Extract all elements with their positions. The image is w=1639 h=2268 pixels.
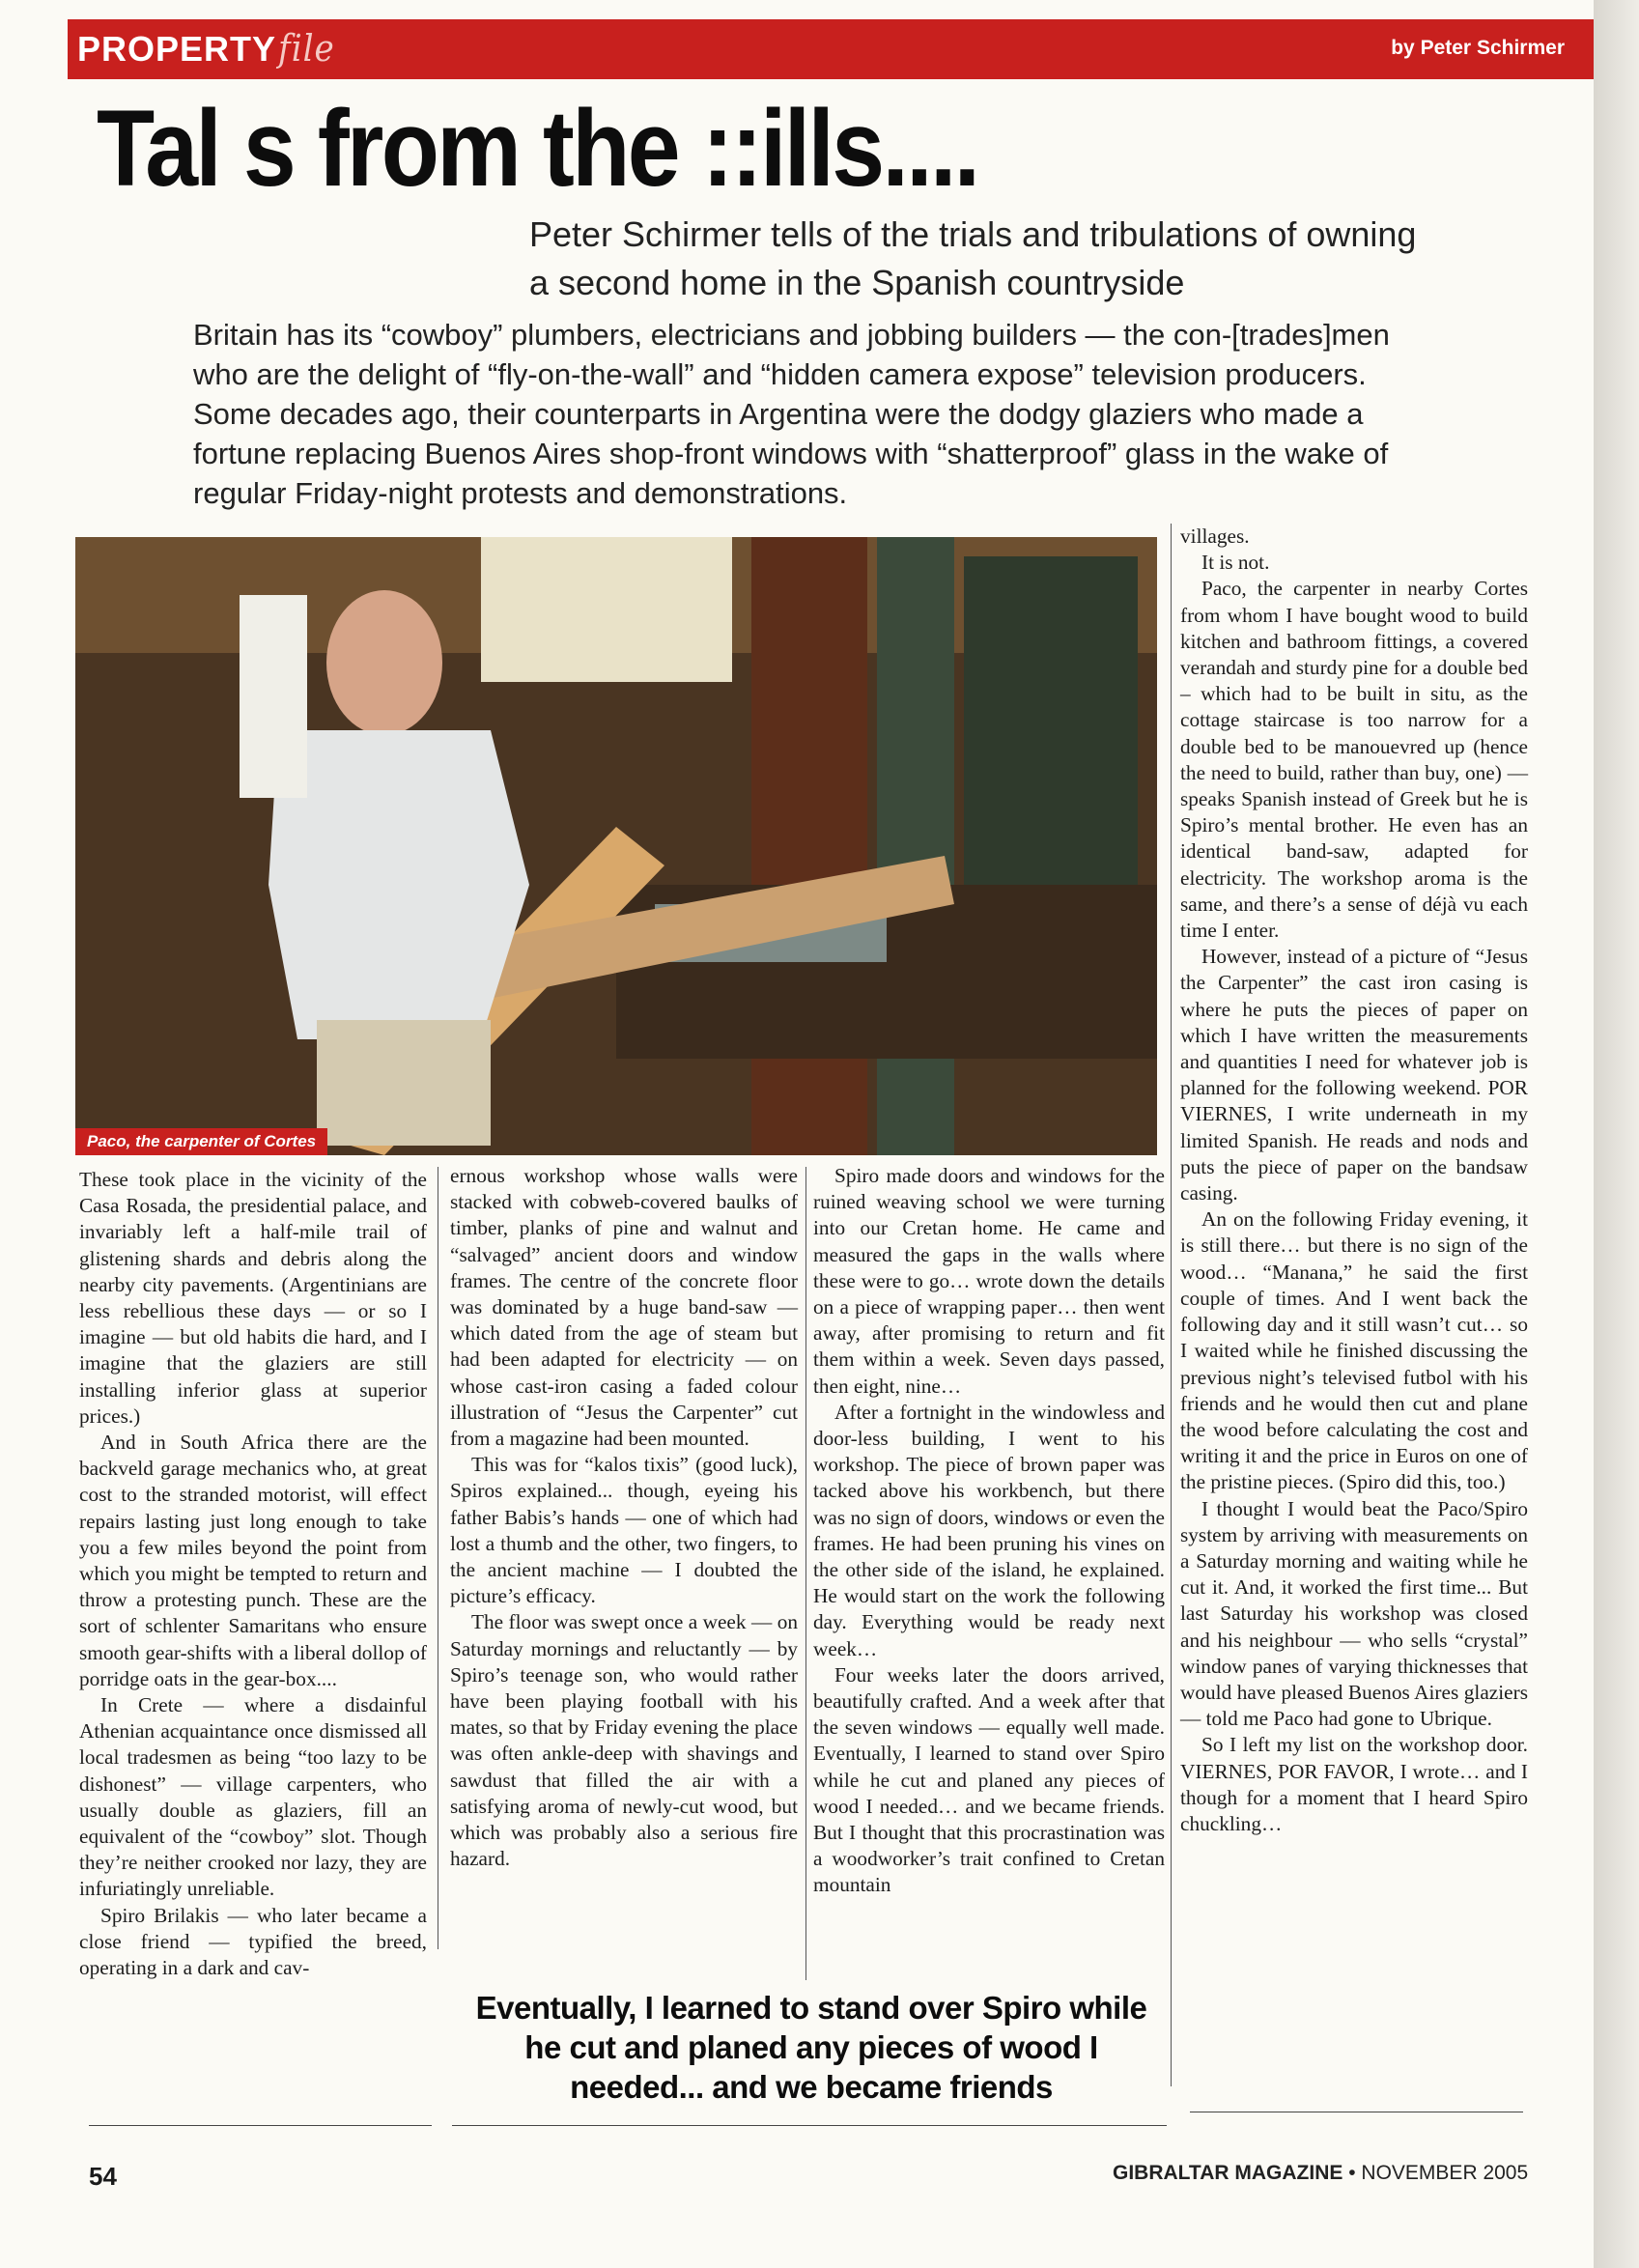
article-column-4 [1180,524,1528,1837]
magazine-name: GIBRALTAR MAGAZINE [1113,2162,1343,2184]
paragraph: Four weeks later the doors arrived, beautifully crafted. And a week after that the seven windows — equally well made. Eventually, I learned to stand over Spiro while he cut and planed any pieces of wood I needed… and we became friends. But I thought that this procrastination was a woodworker’s trait confined to Cretan mountain [813,1662,1165,1897]
standfirst: Peter Schirmer tells of the trials and tribulations of owning a second home in the Spanish countryside [529,214,1417,302]
paragraph: ernous workshop whose walls were stacked with cobweb-covered baulks of timber, planks of pine and walnut and “salvaged” ancient doors and window frames. The centre of the concrete floor was dominated by a huge band-saw — which dated from the age of steam but had been adapted for electricity — on whose cast-iron casing a faded colour illustration of “Jesus the Carpenter” cut from a magazine had been mounted. [450,1164,798,1451]
paragraph: Spiro Brilakis — who later became a close friend — typified the breed, operating in a dark and cav- [79,1903,427,1980]
bottom-rule [89,2125,432,2126]
section-header-bar [68,19,1594,79]
paragraph: However, instead of a picture of “Jesus the Carpenter” the cast iron casing is where he puts the pieces of paper on which I have written the measurements and quantities I need for whatever job is planned for the following weekend. POR VIERNES, I write underneath in my limited Spanish. He reads and nods and puts the piece of paper on the bandsaw casing. [1180,945,1528,1205]
magazine-footer [1113,2162,1528,2185]
intro-paragraph: Britain has its “cowboy” plumbers, electricians and jobbing builders — the con-[trades]men who are the delight of “fly-on-the-wall” and “hidden camera expose” television producers. Some decades ago, their counterparts in Argentina were the dodgy glaziers who made a fortune replacing Buenos Aires shop-front windows with “shatterproof” glass in the wake of regular Friday-night protests and demonstrations. [193,318,1390,510]
article-column-1 [79,1167,427,1981]
paragraph: Paco, the carpenter in nearby Cortes from whom I have bought wood to build kitchen and bathroom fittings, a covered verandah and sturdy pine for a double bed – which had to be built in situ, as the cottage staircase is too narrow for a double bed to be manouevred up (hence the need to build, rather than buy, one) — speaks Spanish instead of Greek but he is Spiro’s mental brother. He even has an identical band-saw, adapted for electricity. The workshop aroma is the same, and there’s a sense of déjà vu each time I enter. [1180,577,1528,943]
workshop-photo [75,537,1157,1155]
paragraph: This was for “kalos tixis” (good luck), Spiros explained... though, eyeing his father Babis’s hands — one of which had lost a thumb and the other, two fingers, to the ancient machine — I doubted the picture’s efficacy. [450,1453,798,1608]
paragraph: Spiro made doors and windows for the ruined weaving school we were turning into our Cretan home. He came and measured the gaps in the walls where these were to go… wrote down the details on a piece of wrapping paper… then went away, after promising to return and fit them within a week. Seven days passed, then eight, nine… [813,1164,1165,1398]
footer-separator: • [1348,2162,1356,2184]
column-rule [1171,524,1172,2086]
paragraph: After a fortnight in the windowless and door-less building, I went to his workshop. The piece of brown paper was tacked above his workbench, but there was no sign of doors, windows or even the frames. He had been pruning his vines on the other side of the island, he explained. He would start on the work the following day. Everything would be ready next week… [813,1400,1165,1660]
section-label [77,27,335,70]
page-number: 54 [89,2162,117,2191]
paragraph: So I left my list on the workshop door. VIERNES, POR FAVOR, I wrote… and I though for a moment that I heard Spiro chuckling… [1180,1733,1528,1835]
paragraph: It is not. [1201,551,1270,575]
section-label-text: PROPERTY [77,29,277,69]
bottom-rule [452,2125,1167,2126]
paragraph: The floor was swept once a week — on Saturday mornings and reluctantly — by Spiro’s teenage son, who would rather have been playing football with his mates, so that by Friday evening the place was often ankle-deep with shavings and sawdust that filled the air with a satisfying aroma of newly-cut wood, but which was probably also a serious fire hazard. [450,1610,798,1871]
photo-caption: Paco, the carpenter of Cortes [75,1128,327,1155]
workshop-photo-illustration [75,537,1157,1155]
column-rule [805,1167,806,1980]
article-column-3 [813,1163,1165,1899]
paragraph: I thought I would beat the Paco/Spiro system by arriving with measurements on a Saturday morning and waiting while he cut it. And, it worked the first time... But last Saturday his workshop was closed and his neighbour — who sells “crystal” window panes of varying thicknesses that would have pleased Buenos Aires glaziers — told me Paco had gone to Ubrique. [1180,1496,1528,1731]
page-edge-shadow [1594,0,1639,2268]
headline: Tal s from the ::ills.... [97,88,978,209]
issue-date: NOVEMBER 2005 [1361,2162,1529,2184]
byline: by Peter Schirmer [1391,37,1565,59]
paragraph: These took place in the vicinity of the Casa Rosada, the presidential palace, and invariably left a half-mile trail of glistening shards and debris along the nearby city pavements. (Argentinians are less rebellious these days — or so I imagine — but old habits die hard, and I imagine that the glaziers are still installing inferior glass at superior prices.) [79,1168,427,1428]
paragraph: villages. [1180,524,1250,548]
pull-quote: Eventually, I learned to stand over Spiro while he cut and planed any pieces of wood I needed... and we became friends [475,1990,1147,2105]
paragraph: An on the following Friday evening, it is still there… but there is no sign of the wood… “Manana,” he said the first couple of times. And I went back the following day and it still wasn’t cut… so I waited while he finished discussing the previous night’s televised futbol with his friends and he would then cut and plane the wood before calculating the cost and writing it and the price in Euros on one of the pristine pieces. (Spiro did this, too.) [1180,1207,1528,1494]
paragraph: And in South Africa there are the backveld garage mechanics who, at great cost to the stranded motorist, will effect repairs lasting just long enough to take you a few miles beyond the point from which you might be tempted to return and throw a protesting punch. These are the sort of schlenter Samaritans who ensure smooth gear-shifts with a liberal dollop of porridge oats in the gear-box.... [79,1431,427,1690]
paragraph: In Crete — where a disdainful Athenian acquaintance once dismissed all local tradesmen as being “too lazy to be dishonest” — village carpenters, who usually double as glaziers, fill an equivalent of the “cowboy” slot. Though they’re neither crooked nor lazy, they are infuriatingly unreliable. [79,1693,427,1901]
section-label-suffix: file [278,27,335,70]
article-column-2 [450,1163,798,1872]
